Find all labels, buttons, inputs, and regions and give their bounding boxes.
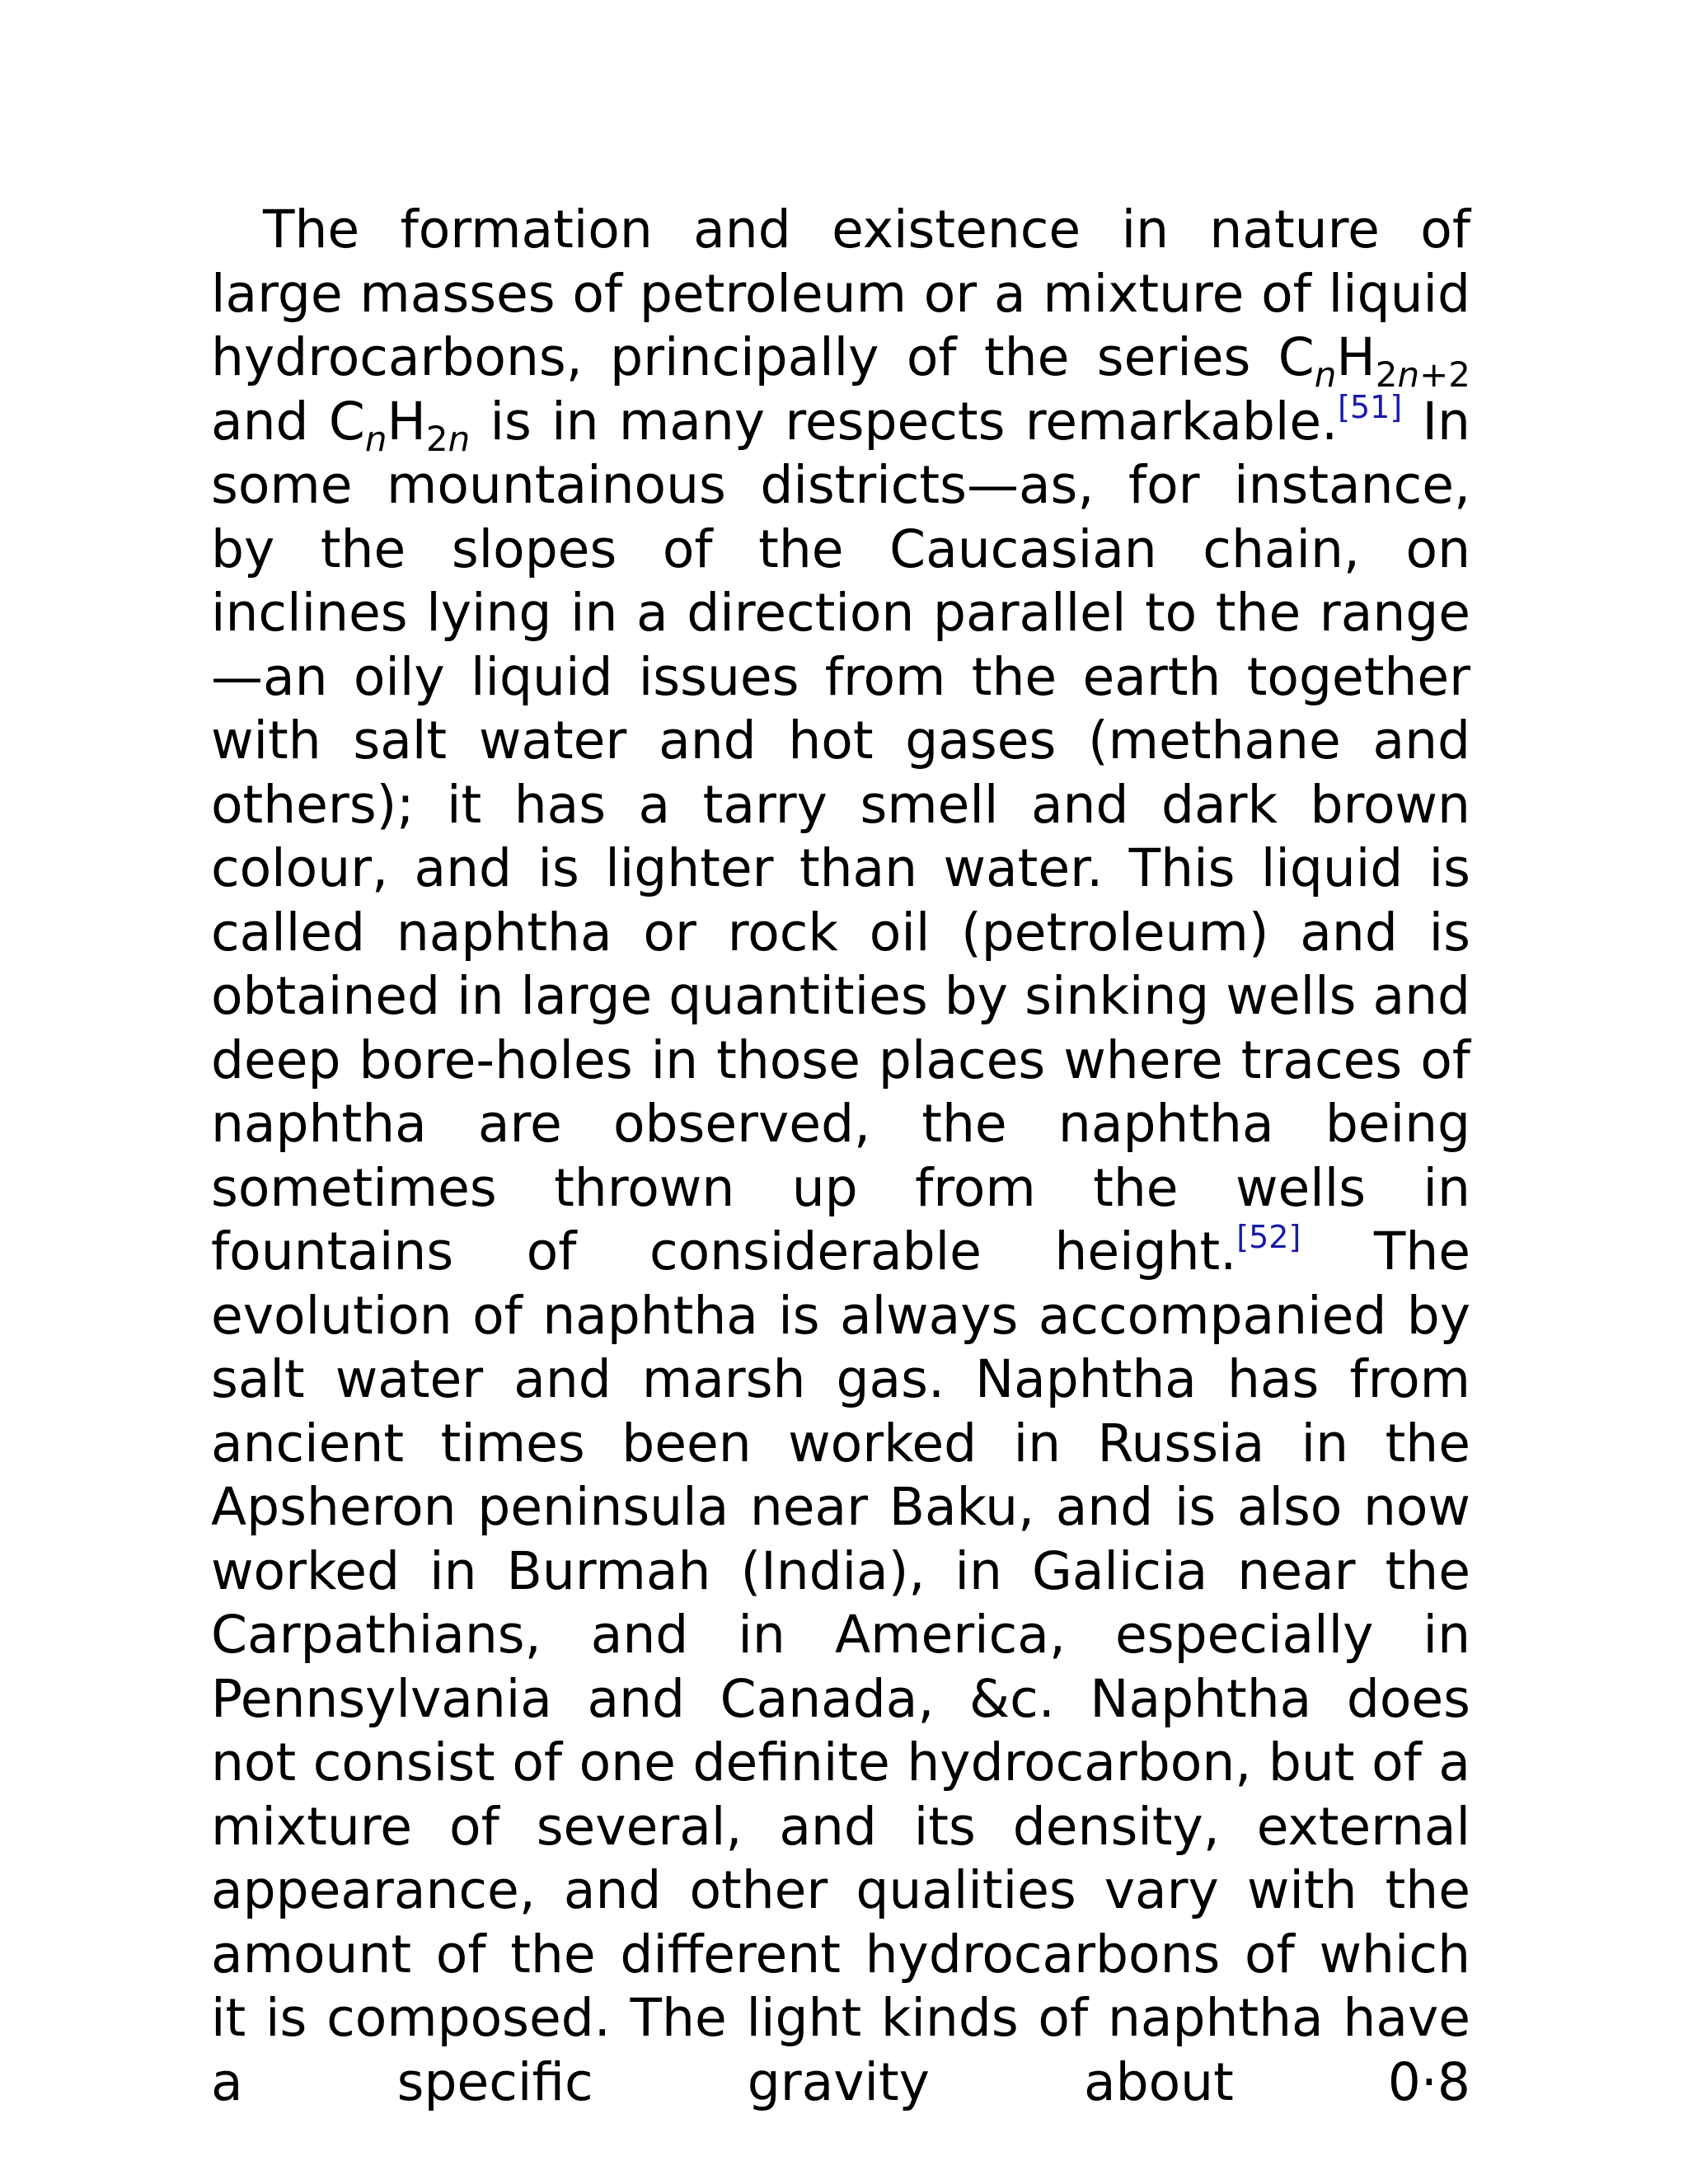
formula-subscript-part: n	[448, 418, 471, 459]
text-segment-2: is in many respects remarkable.	[470, 391, 1339, 452]
formula-subscript-part: 2	[1375, 354, 1398, 395]
text-segment-1: The formation and existence in nature of large masses of petroleum or a mixture of liquid hydrocarbons, principally of the series	[211, 199, 1470, 387]
formula-subscript-part: n	[1397, 354, 1420, 395]
footnote-link-51[interactable]: [51]	[1338, 388, 1403, 425]
text-segment-3: In some mountainous districts—as, for instance, by the slopes of the Caucasian chain, on inclines lying in a direction parallel to the range—an oily liquid issues from the earth together with salt water and hot gases (methane and others); it has a tarry smell and dark brown colour, and is lighter than water. This liquid is called naphtha or rock oil (petroleum) and is obtained in large quantities by sinking wells and deep bore-holes in those places where traces of naphtha are observed, the naphtha being sometimes thrown up from the wells in fountains of considerable height.	[211, 391, 1470, 1282]
formula-symbol: C	[1278, 327, 1315, 387]
formula-subscript: n	[1314, 354, 1337, 395]
text-segment-and: and	[211, 391, 329, 452]
formula-subscript-part: +2	[1419, 354, 1470, 395]
formula-symbol: H	[1336, 327, 1376, 387]
text-segment-4: The evolution of naphtha is always accompanied by salt water and marsh gas. Naphtha has from ancient times been worked in Russia in the Apsheron peninsula near Baku, and is also now worked in Burmah (India), in Galicia near the Carpathians, and in America, especially in Pennsylvania and Canada, &c. Naphtha does not consist of one definite hydrocarbon, but of a mixture of several, and its density, external appearance, and other qualities vary with the amount of the different hydrocarbons of which it is composed. The light kinds of naphtha have a specific gravity about 0·8	[211, 1221, 1471, 2112]
footnote-link-52[interactable]: [52]	[1236, 1219, 1301, 1255]
formula-subscript-part: 2	[425, 418, 448, 459]
body-paragraph	[211, 198, 1470, 2114]
formula-subscript	[426, 419, 470, 459]
formula-symbol: H	[387, 391, 426, 452]
formula-cnh2n2	[1278, 327, 1470, 395]
formula-cnh2n	[328, 391, 471, 459]
formula-symbol: C	[328, 391, 365, 452]
formula-subscript: n	[364, 418, 387, 459]
